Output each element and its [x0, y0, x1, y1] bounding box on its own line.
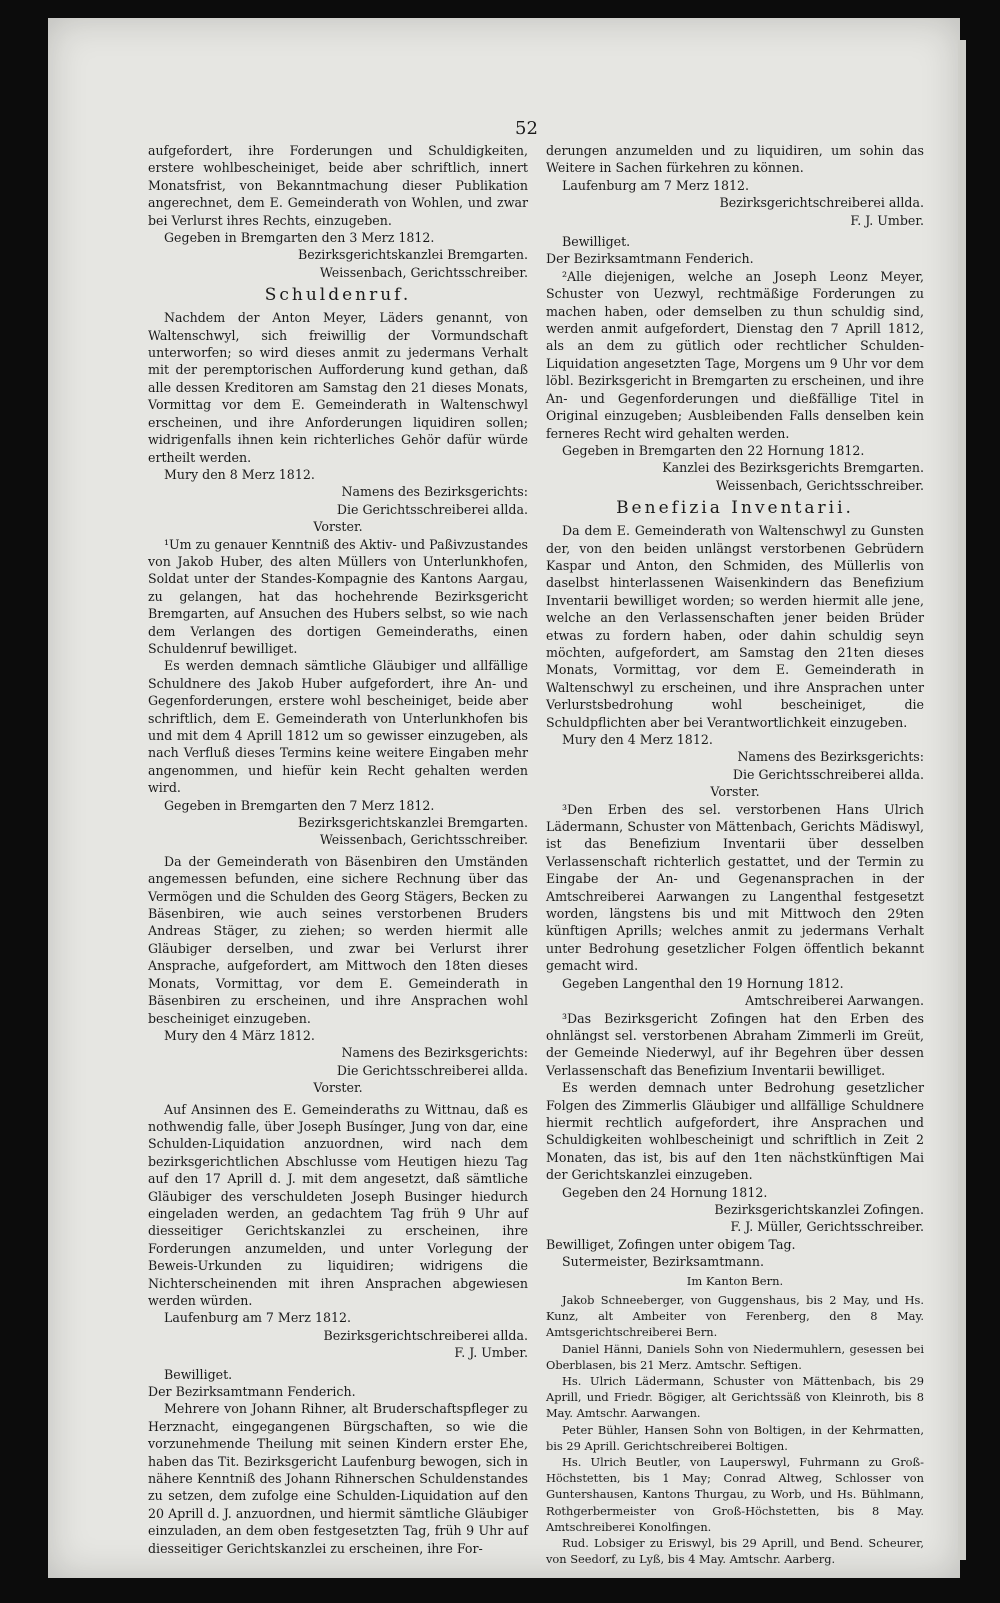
paragraph: Da der Gemeinderath von Bäsenbiren den Umständen angemessen befunden, eine sichere Rechnung über das Vermögen und die Schulden des Georg Stägers, Becken zu Bäsenbiren, wie auch seines verstorbenen Bruders Andreas Stäger, zu ziehen; so werden hiermit alle Gläubiger derselben, und zwar bei Verlurst ihrer Ansprache, aufgefordert, am Mittwoch den 18ten dieses Monats, Vormittag, vor dem E. Gemeinderath in Bäsenbiren zu erscheinen, und ihre Ansprachen wohl bescheiniget einzugeben. [148, 853, 528, 1026]
signature-name: Vorster. [313, 519, 363, 535]
paragraph: Es werden demnach unter Bedrohung gesetzlicher Folgen des Zimmerlis Gläubiger und allfällige Schuldnere hiermit rechtlich aufgefordert, ihre Ansprachen und Schuldigkeiten wohlbescheinigt und schriftlich in Zeit 2 Monaten, das ist, bis auf den 1ten nächstkünftigen Mai der Gerichtskanzlei einzugeben. [546, 1080, 924, 1183]
signature-line: Kanzlei des Bezirksgerichts Bremgarten. [662, 460, 924, 476]
page-edge [958, 40, 966, 1560]
signature-line: Die Gerichtsschreiberei allda. [336, 501, 528, 517]
notice-entry: Daniel Hänni, Daniels Sohn von Niedermuhlern, gesessen bei Oberblasen, bis 21 Merz. Amtschr. Seftigen. [546, 1341, 924, 1372]
paragraph: Mehrere von Johann Rihner, alt Bruderschaftspfleger zu Herznacht, eingegangenen Bürgschaften, so wie die vorzunehmende Theilung mit seinen Kindern erster Ehe, haben das Tit. Bezirksgericht Laufenburg bewogen, sich in nähere Kenntniß des Johann Rihnerschen Schuldenstandes zu setzen, dem zufolge eine Schulden-Liquidation auf den 20 Aprill d. J. anzuordnen, und hiermit sämtliche Gläubiger einzuladen, an dem oben festgesetzten Tag, früh 9 Uhr auf diesseitiger Gerichtskanzlei zu erscheinen, ihre For- [148, 1401, 528, 1556]
paragraph: Gegeben Langenthal den 19 Hornung 1812. [562, 975, 844, 991]
paragraph: Mury den 8 Merz 1812. [164, 466, 315, 482]
paragraph: ¹Um zu genauer Kenntniß des Aktiv- und Paßivzustandes von Jakob Huber, des alten Müllers von Unterlunkhofen, Soldat unter der Standes-Kompagnie des Kantons Aargau, zu gelangen, hat das hochehrende Bezirksgericht Bremgarten, auf Ansuchen des Hubers selbst, so wie nach dem Verlangen des dortigen Gemeinderaths, einen Schuldenruf bewilliget. [148, 536, 528, 656]
paragraph: ²Alle diejenigen, welche an Joseph Leonz Meyer, Schuster von Uezwyl, rechtmäßige Forderungen zu machen haben, oder demselben zu thun schuldig sind, werden anmit aufgefordert, Dienstag den 7 Aprill 1812, als an dem zu gütlich oder rechtlicher Schulden-Liquidation angesetzten Tage, Morgens um 9 Uhr vor dem löbl. Bezirksgericht in Bremgarten zu erscheinen, und ihre An- und Gegenforderungen und dießfällige Titel in Original einzugeben; Ausbleibenden Falls denselben kein ferneres Recht wird gehalten werden. [546, 268, 924, 441]
page-number: 52 [515, 118, 538, 139]
paragraph: Laufenburg am 7 Merz 1812. [164, 1310, 351, 1326]
signature-line: Namens des Bezirksgerichts: [737, 749, 924, 765]
paragraph: Auf Ansinnen des E. Gemeinderaths zu Wittnau, daß es nothwendig falle, über Joseph Busínger, Jung von dar, eine Schulden-Liquidation anzuordnen, wird nach dem bezirksgerichtlichen Abschlusse vom Heutigen hiezu Tag auf den 17 Aprill d. J. mit dem angesetzt, daß sämtliche Gläubiger des verschuldeten Joseph Businger hiedurch eingeladen werden, an gedachtem Tag früh 9 Uhr auf diesseitiger Gerichtskanzlei zu erscheinen, ihre Forderungen anzumelden, und unter Vorlegung der Beweis-Urkunden zu liquidiren; widrigens die Nichterscheinenden mit ihren Ansprachen abgewiesen werden würden. [148, 1101, 528, 1308]
section-heading: Schuldenruf. [264, 285, 412, 306]
paragraph: Der Bezirksamtmann Fenderich. [546, 251, 754, 267]
signature-line: Bezirksgerichtschreiberei allda. [323, 1327, 528, 1343]
signature-line: Bezirksgerichtskanzlei Zofingen. [714, 1201, 924, 1217]
signature-line: Die Gerichtsschreiberei allda. [732, 766, 924, 782]
right-column [546, 142, 924, 1567]
paragraph: Bewilliget, Zofingen unter obigem Tag. [546, 1236, 796, 1252]
section-heading: Benefizia Inventarii. [616, 498, 854, 519]
signature-line: F. J. Umber. [454, 1345, 528, 1361]
signature-line: Weissenbach, Gerichtsschreiber. [319, 264, 528, 280]
signature-line: F. J. Müller, Gerichtsschreiber. [730, 1219, 924, 1235]
signature-line: Bezirksgerichtskanzlei Bremgarten. [297, 247, 528, 263]
paragraph: Gegeben in Bremgarten den 3 Merz 1812. [164, 230, 435, 246]
paragraph: Mury den 4 März 1812. [164, 1027, 315, 1043]
paragraph: aufgefordert, ihre Forderungen und Schuldigkeiten, erstere wohlbescheiniget, beide aber schriftlich, innert Monatsfrist, von Bekanntmachung dieser Publikation angerechnet, dem E. Gemeinderath von Wohlen, und zwar bei Verlurst ihres Rechts, einzugeben. [148, 143, 528, 228]
signature-line: F. J. Umber. [850, 212, 924, 228]
signature-line: Amtschreiberei Aarwangen. [745, 993, 924, 1009]
signature-line: Namens des Bezirksgerichts: [341, 484, 528, 500]
signature-line: Bezirksgerichtschreiberei allda. [719, 195, 924, 211]
paragraph: Es werden demnach sämtliche Gläubiger und allfällige Schuldnere des Jakob Huber aufgefordert, ihre An- und Gegenforderungen, erstere wohl bescheiniget, beide aber schriftlich, dem E. Gemeinderath von Unterlunkhofen bis und mit dem 4 Aprill 1812 um so gewisser einzugeben, als nach Verfluß dieses Termins keine weitere Eingaben mehr angenommen, und hiefür kein Recht gehalten werden wird. [148, 658, 528, 796]
paragraph: Sutermeister, Bezirksamtmann. [562, 1254, 764, 1270]
left-column [148, 142, 528, 1557]
signature-line: Die Gerichtsschreiberei allda. [336, 1062, 528, 1078]
paragraph: Gegeben in Bremgarten den 7 Merz 1812. [164, 797, 435, 813]
signature-line: Namens des Bezirksgerichts: [341, 1045, 528, 1061]
signature-name: Vorster. [313, 1080, 363, 1096]
notice-entry: Hs. Ulrich Beutler, von Lauperswyl, Fuhrmann zu Groß-Höchstetten, bis 1 May; Conrad Altweg, Schlosser von Guntershausen, Kantons Thurgau, zu Worb, und Hs. Bühlmann, Rothgerbermeister von Groß-Höchstetten, bis 8 May. Amtschreiberei Konolfingen. [546, 1455, 924, 1534]
paragraph: Mury den 4 Merz 1812. [562, 732, 713, 747]
paragraph: Der Bezirksamtmann Fenderich. [148, 1384, 356, 1400]
notice-entry: Rud. Lobsiger zu Eriswyl, bis 29 Aprill, und Bend. Scheurer, von Seedorf, zu Lyß, bis 4 May. Amtschr. Aarberg. [546, 1536, 924, 1567]
notice-entry: Hs. Ulrich Lädermann, Schuster von Mättenbach, bis 29 Aprill, und Friedr. Bögiger, alt Gerichtssäß von Kleinroth, bis 8 May. Amtschr. Aarwangen. [546, 1374, 924, 1421]
signature-line: Weissenbach, Gerichtsschreiber. [715, 477, 924, 493]
paragraph: Gegeben in Bremgarten den 22 Hornung 1812. [562, 442, 865, 458]
notice-entry: Peter Bühler, Hansen Sohn von Boltigen, in der Kehrmatten, bis 29 Aprill. Gerichtschreiberei Boltigen. [546, 1422, 924, 1453]
paragraph: Nachdem der Anton Meyer, Läders genannt, von Waltenschwyl, sich freiwillig der Vormundschaft unterworfen; so wird dieses anmit zu jedermans Verhalt mit der peremptorischen Aufforderung kund gethan, daß alle dessen Kreditoren am Samstag den 21 dieses Monats, Vormittag vor dem E. Gemeinderath in Waltenschwyl erscheinen, und ihre Anforderungen liquidiren sollen; widrigenfalls ihnen kein richterliches Gehör dafür würde ertheilt werden. [148, 310, 528, 465]
paragraph: Gegeben den 24 Hornung 1812. [562, 1184, 768, 1200]
signature-name: Vorster. [710, 784, 760, 800]
paragraph: Da dem E. Gemeinderath von Waltenschwyl zu Gunsten der, von den beiden unlängst verstorbenen Gebrüdern Kaspar und Anton, den Schmiden, des Müllerlis von daselbst hinterlassenen Waisenkindern das Benefizium Inventarii bewilliget worden; so werden hiermit alle jene, welche an den Verlassenschaften jener beiden Brüder etwas zu fordern haben, oder dahin schuldig seyn möchten, aufgefordert, am Samstag den 21ten dieses Monats, Vormittag, vor dem E. Gemeinderath in Waltenschwyl zu erscheinen, und ihre Ansprachen unter Verlurstsbedrohung wohl bescheiniget, die Schuldpflichten aber bei Verantwortlichkeit einzugeben. [546, 523, 924, 730]
paragraph: Bewilliget. [164, 1366, 233, 1382]
signature-line: Bezirksgerichtskanzlei Bremgarten. [297, 815, 528, 831]
paragraph: Bewilliget. [562, 234, 631, 250]
notice-entry: Jakob Schneeberger, von Guggenshaus, bis 2 May, und Hs. Kunz, alt Ambeiter von Ferenberg, den 8 May. Amtsgerichtschreiberei Bern. [546, 1293, 924, 1340]
paragraph: derungen anzumelden und zu liquidiren, um sohin das Weitere in Sachen fürkehren zu können. [546, 143, 924, 176]
canton-heading: Im Kanton Bern. [686, 1273, 784, 1288]
paragraph: Laufenburg am 7 Merz 1812. [562, 177, 749, 193]
signature-line: Weissenbach, Gerichtsschreiber. [319, 832, 528, 848]
paragraph: ³Den Erben des sel. verstorbenen Hans Ulrich Lädermann, Schuster von Mättenbach, Gerichts Mädiswyl, ist das Benefizium Inventarii über desselben Verlassenschaft richterlich gestattet, und der Termin zu Eingabe der An- und Gegenansprachen in der Amtschreiberei Aarwangen zu Langenthal festgesetzt worden, längstens bis und mit Mittwoch den 29ten künftigen Aprills; welches anmit zu jedermans Verhalt unter Bedrohung gesetzlicher Folgen öffentlich bekannt gemacht wird. [546, 801, 924, 974]
paragraph: ³Das Bezirksgericht Zofingen hat den Erben des ohnlängst sel. verstorbenen Abraham Zimmerli im Greüt, der Gemeinde Niederwyl, auf ihr Begehren über dessen Verlassenschaft das Benefizium Inventarii bewilliget. [546, 1010, 924, 1078]
